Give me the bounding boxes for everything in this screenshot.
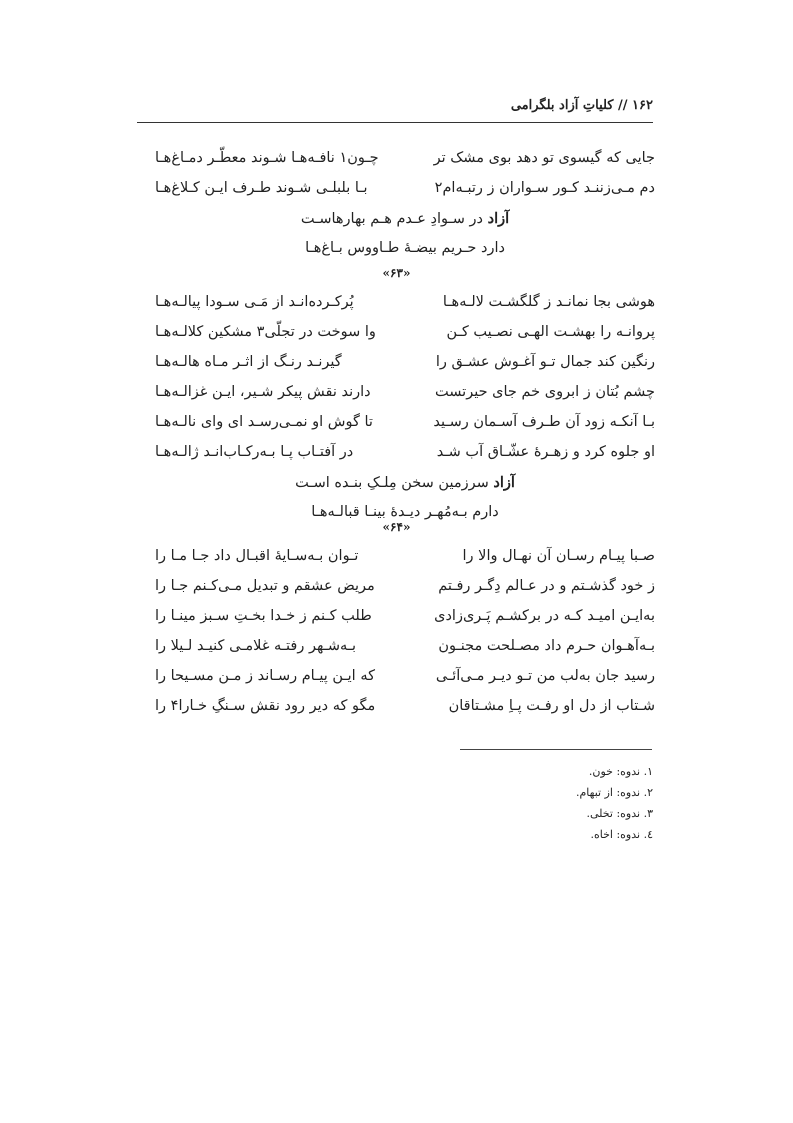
hemistich-second: مگو که دیر رود نقش سـنگِ خـارا۴ را: [155, 698, 376, 714]
hemistich-first: او جلوه کرد و زهـرهٔ عشّـاق آب شـد: [436, 444, 655, 460]
ghazal-number: «۶۴»: [382, 520, 411, 534]
intro-block: [155, 146, 655, 266]
hemistich-second: دارند نقش پیکر شـیر، ایـن غزالـه‌هـا: [155, 384, 371, 400]
hemistich-first: بـا آنکـه زود آن طـرف آسـمان رسـید: [433, 414, 655, 430]
hemistich-second: پُرکـرده‌انـد از مَـی سـودا پیالـه‌هـا: [155, 294, 354, 310]
running-title: ۱۶۲ // کلیاتِ آزاد بلگرامی: [510, 98, 653, 113]
ghazal-number: «۶۳»: [382, 266, 411, 280]
closing-text: سرزمین سخن مِلـکِ بنـده اسـت: [295, 475, 494, 491]
couplet: [155, 544, 655, 574]
page-header: [137, 96, 653, 123]
hemistich-second: گیرنـد رنـگ از اثـر مـاه هالـه‌هـا: [155, 354, 342, 370]
hemistich-first: صـبا پیـام رسـان آن نهـال والا را: [462, 548, 655, 564]
hemistich-second: تـوان بـه‌سـایهٔ اقبـال داد جـا مـا را: [155, 548, 359, 564]
hemistich-second: بـا بلبلـی شـوند طـرف ایـن کـلاغ‌هـا: [155, 180, 368, 196]
couplet: [155, 574, 655, 604]
footnotes: [433, 765, 653, 849]
hemistich-second: بـه‌شـهر رفتـه غلامـی کنیـد لـیلا را: [155, 638, 357, 654]
couplet: [155, 604, 655, 634]
hemistich-second: مریض عشقم و تبدیل مـی‌کـنم جـا را: [155, 578, 375, 594]
hemistich-first: به‌ایـن امیـد کـه در برکشـم پَـری‌زادی: [434, 608, 655, 624]
hemistich-second: چـون۱ نافـه‌هـا شـوند معطّـر دمـاغ‌هـا: [155, 150, 379, 166]
hemistich-first: ز خود گذشـتم و در عـالم دِگـر رفـتم: [438, 578, 655, 594]
ghazal-63: [155, 290, 655, 530]
hemistich-first: هوشی بجا نمانـد ز گلگشـت لالـه‌هـا: [442, 294, 655, 310]
footnote: ٤. ندوه: اخاه.: [590, 828, 653, 841]
hemistich-second: در آفتـاب پـا بـه‌رکـاب‌انـد ژالـه‌هـا: [155, 444, 354, 460]
hemistich-first: بـه‌آهـوان حـرم داد مصـلحت مجنـون: [438, 638, 655, 654]
couplet: [155, 176, 655, 206]
couplet: [155, 410, 655, 440]
ghazal-64: [155, 544, 655, 724]
hemistich-first: رسید جان به‌لب من تـو دیـر مـی‌آئـی: [435, 668, 655, 684]
footnote-divider: [460, 749, 652, 750]
couplet: [155, 664, 655, 694]
hemistich-second: طلب کـنم ز خـدا بخـتِ سـبز مینـا را: [155, 608, 372, 624]
hemistich-first: شـتاب از دل او رفـت پـاِ مشـتاقان: [448, 698, 655, 714]
closing-line-2: دارد حـریم بیضـهٔ طـاووس بـاغ‌هـا: [305, 240, 505, 256]
couplet: [155, 634, 655, 664]
couplet: [155, 350, 655, 380]
hemistich-first: پروانـه را بهشـت الهـی نصـیب کـن: [446, 324, 655, 340]
hemistich-second: وا سوخت در تجلّی۳ مشکین کلالـه‌هـا: [155, 324, 376, 340]
couplet: [155, 440, 655, 470]
hemistich-first: جایی که گیسوی تو دهد بوی مشک تر: [433, 150, 655, 166]
footnote: ٣. ندوه: تخلی.: [586, 807, 653, 820]
hemistich-second: تا گوش او نمـی‌رسـد ای وای نالـه‌هـا: [155, 414, 373, 430]
hemistich-first: دم مـی‌زننـد کـور سـواران ز رتبـه‌ام۲: [434, 180, 655, 196]
footnote: ٢. ندوه: از تبهام.: [575, 786, 653, 799]
hemistich-first: چشم بُتان ز ابروی خم جای حیرتست: [435, 384, 655, 400]
couplet: [155, 320, 655, 350]
poet-name: آزاد: [487, 210, 510, 227]
footnote: ١. ندوه: خون.: [588, 765, 653, 778]
couplet: [155, 694, 655, 724]
couplet: [155, 380, 655, 410]
hemistich-first: رنگین کند جمال تـو آغـوش عشـق را: [435, 354, 655, 370]
couplet: [155, 146, 655, 176]
poet-name: آزاد: [493, 474, 515, 491]
closing-line-2: دارم بـه‌مُهـر دیـدهٔ بینـا قبالـه‌هـا: [311, 504, 499, 520]
closing-line: [155, 206, 655, 236]
closing-text: در سـوادِ عـدم هـم بهارهاسـت: [300, 211, 488, 227]
couplet: [155, 290, 655, 320]
closing-line: [155, 470, 655, 500]
hemistich-second: که ایـن پیـام رسـاند ز مـن مسـیحا را: [155, 668, 375, 684]
